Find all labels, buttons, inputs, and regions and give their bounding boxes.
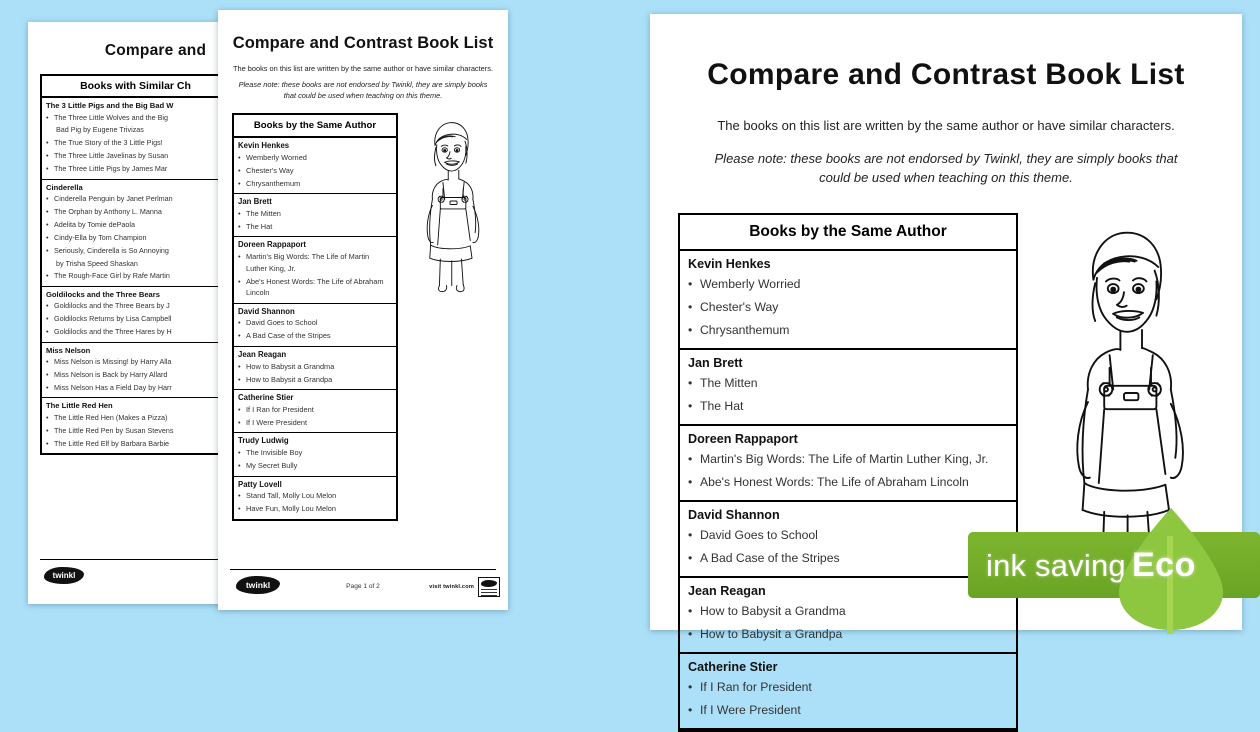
book-title-item: • Adelita by Tomie dePaola: [46, 219, 225, 230]
book-title-item: • Seriously, Cinderella is So Annoying: [46, 245, 225, 256]
book-title-item: • How to Babysit a Grandpa: [688, 624, 1008, 644]
book-title-item: Bad Pig by Eugene Trivizas: [56, 125, 144, 135]
book-title-item: • Abe's Honest Words: The Life of Abraham Lincoln: [238, 276, 392, 299]
page-title-right: Compare and Contrast Book List: [707, 58, 1185, 91]
book-title-list: [688, 525, 1008, 568]
book-title-list: [238, 447, 392, 472]
book-title-list: [238, 490, 392, 515]
eco-badge-bar-label: ink saving: [986, 548, 1126, 583]
badge-logo-shape: [481, 580, 497, 587]
badge-text-lines: [481, 589, 497, 590]
group-author-name: Patty Lovell: [238, 479, 282, 489]
book-title-item: • The Three Little Javelinas by Susan: [46, 150, 225, 161]
book-title-item: • Wemberly Worried: [688, 274, 1008, 294]
book-title-item: • The Orphan by Anthony L. Manna: [46, 206, 225, 217]
book-group: [680, 578, 1016, 654]
group-author-name: Catherine Stier: [238, 393, 294, 403]
note-line-right: Please note: these books are not endorsed by Twinkl, they are simply books that could be used when teaching on this theme.: [714, 151, 1178, 185]
table-header-left: Books with Similar Ch: [42, 76, 229, 98]
book-title-list: [688, 449, 1008, 492]
book-title-item: • Miss Nelson Has a Field Day by Harr: [46, 382, 225, 393]
book-title-list: [688, 677, 1008, 720]
book-group: [234, 194, 396, 237]
book-title-list: [238, 152, 392, 190]
similar-characters-table-wrapper: [40, 74, 231, 455]
group-author-name: Kevin Henkes: [688, 257, 771, 271]
book-title-item: • If I Were President: [238, 417, 392, 429]
middle-table-column: [232, 113, 398, 521]
left-group-list: [42, 98, 229, 453]
book-group: [234, 304, 396, 347]
book-group: [42, 98, 229, 180]
book-group: [680, 502, 1016, 578]
book-group: [42, 180, 229, 287]
book-title-item: • Have Fun, Molly Lou Melon: [238, 503, 392, 515]
book-title-item: • If I Ran for President: [238, 404, 392, 416]
book-title-item: • The True Story of the 3 Little Pigs!: [46, 137, 225, 148]
book-title-item: • The Rough-Face Girl by Rafe Martin: [46, 270, 225, 281]
book-title-item: • David Goes to School: [688, 525, 1008, 545]
book-title-item: • Abe's Honest Words: The Life of Abraham Lincoln: [688, 472, 1008, 492]
book-title-item: • Goldilocks and the Three Hares by H: [46, 326, 225, 337]
intro-line-middle: The books on this list are written by the same author or have similar characters.: [232, 64, 494, 73]
book-title-item: • If I Were President: [688, 700, 1008, 720]
twinkl-logo-icon-left: twinkl: [44, 567, 84, 584]
visit-url-middle: visit twinkl.com: [429, 584, 474, 590]
worksheet-page-left[interactable]: [28, 22, 243, 604]
book-group: [680, 350, 1016, 426]
group-author-name: The 3 Little Pigs and the Big Bad W: [46, 101, 174, 110]
note-line-middle: Please note: these books are not endorsed by Twinkl, they are simply books that could be used when teaching on this theme.: [238, 80, 488, 100]
book-title-item: • The Hat: [238, 221, 392, 233]
group-author-name: Catherine Stier: [688, 660, 778, 674]
book-group: [680, 654, 1016, 730]
group-author-name: Miss Nelson: [46, 345, 91, 355]
group-author-name: Doreen Rappaport: [238, 240, 307, 250]
book-title-item: • Cindy-Ella by Tom Champion: [46, 232, 225, 243]
book-group: [234, 477, 396, 519]
book-group: [234, 390, 396, 433]
book-title-item: • How to Babysit a Grandpa: [238, 374, 392, 386]
group-author-name: Doreen Rappaport: [688, 432, 798, 446]
group-author-name: Jan Brett: [688, 356, 743, 370]
group-author-name: Goldilocks and the Three Bears: [46, 289, 160, 299]
book-title-list: [46, 412, 225, 449]
group-author-name: David Shannon: [688, 508, 780, 522]
group-author-name: Cinderella: [46, 182, 83, 192]
table-header-middle: Books by the Same Author: [234, 115, 396, 138]
twinkl-badge-icon-middle: [478, 577, 500, 597]
twinkl-logo-icon-middle: twinkl: [236, 576, 280, 594]
book-title-item: • A Bad Case of the Stripes: [238, 330, 392, 342]
book-title-item: • Miss Nelson is Missing! by Harry Alla: [46, 356, 225, 367]
group-author-name: Jan Brett: [238, 197, 272, 207]
book-title-item: • Miss Nelson is Back by Harry Allard: [46, 369, 225, 380]
book-title-item: • If I Ran for President: [688, 677, 1008, 697]
footer-divider-middle: [230, 569, 496, 570]
book-title-item: • How to Babysit a Grandma: [688, 601, 1008, 621]
book-title-item: • Martin's Big Words: The Life of Martin Luther King, Jr.: [238, 251, 392, 274]
book-group: [680, 251, 1016, 350]
book-group: [42, 398, 229, 453]
eco-badge-leaf-label: Eco: [1132, 546, 1196, 584]
group-author-name: David Shannon: [238, 306, 295, 316]
right-group-list: [680, 251, 1016, 730]
ink-saving-eco-badge: [968, 532, 1260, 598]
book-title-list: [688, 601, 1008, 644]
book-title-list: [238, 317, 392, 342]
book-title-item: • David Goes to School: [238, 317, 392, 329]
book-title-item: • The Mitten: [688, 373, 1008, 393]
worksheet-page-middle[interactable]: [218, 10, 508, 610]
book-group: [42, 287, 229, 343]
group-author-name: Trudy Ludwig: [238, 436, 289, 446]
book-title-item: • The Little Red Hen (Makes a Pizza): [46, 412, 225, 423]
group-author-name: Jean Reagan: [688, 584, 766, 598]
group-author-name: The Little Red Hen: [46, 401, 113, 411]
book-title-item: • Goldilocks Returns by Lisa Campbell: [46, 313, 225, 324]
book-title-item: • My Secret Bully: [238, 460, 392, 472]
book-title-item: • The Mitten: [238, 208, 392, 220]
book-group: [680, 426, 1016, 502]
same-author-table-right: [678, 213, 1018, 732]
book-title-item: • Goldilocks and the Three Bears by J: [46, 300, 225, 311]
middle-body: [232, 113, 494, 521]
book-title-item: • Martin's Big Words: The Life of Martin Luther King, Jr.: [688, 449, 1008, 469]
book-title-list: [238, 208, 392, 233]
book-title-list: [238, 251, 392, 299]
book-title-item: • Stand Tall, Molly Lou Melon: [238, 490, 392, 502]
page-number-middle: Page 1 of 2: [346, 583, 380, 590]
book-title-item: • The Invisible Boy: [238, 447, 392, 459]
book-title-list: [238, 404, 392, 429]
book-group: [42, 343, 229, 399]
girl-overalls-line-art-icon-middle: [406, 113, 494, 298]
book-title-list: [688, 373, 1008, 416]
group-author-name: Jean Reagan: [238, 350, 287, 360]
page-title-middle: Compare and Contrast Book List: [232, 34, 494, 52]
book-title-item: • The Three Little Wolves and the Big: [46, 112, 225, 123]
right-illustration-column: [1034, 213, 1214, 732]
book-title-item: • Chester's Way: [238, 165, 392, 177]
similar-characters-table: [40, 74, 231, 455]
table-header-right: Books by the Same Author: [680, 215, 1016, 251]
book-title-item: • The Hat: [688, 396, 1008, 416]
book-title-item: • Chrysanthemum: [238, 178, 392, 190]
book-title-item: • How to Babysit a Grandma: [238, 361, 392, 373]
book-title-item: • The Little Red Pen by Susan Stevens: [46, 425, 225, 436]
same-author-table-middle: [232, 113, 398, 521]
book-title-item: • Chrysanthemum: [688, 320, 1008, 340]
right-body: [678, 213, 1214, 732]
book-title-list: [46, 112, 225, 175]
book-title-list: [688, 274, 1008, 340]
book-title-item: by Trisha Speed Shaskan: [56, 258, 138, 268]
book-title-list: [46, 356, 225, 393]
middle-group-list: [234, 138, 396, 519]
book-title-list: [46, 300, 225, 337]
book-title-list: [46, 193, 225, 282]
book-group: [234, 138, 396, 194]
footer-divider-left: [40, 559, 231, 560]
group-author-name: Kevin Henkes: [238, 141, 290, 150]
book-group: [234, 347, 396, 390]
book-title-item: • A Bad Case of the Stripes: [688, 548, 1008, 568]
page-title-left: Compare and: [104, 42, 207, 59]
right-table-column: [678, 213, 1018, 732]
book-title-item: • Wemberly Worried: [238, 152, 392, 164]
middle-illustration-column: [406, 113, 494, 521]
book-group: [234, 237, 396, 303]
intro-line-right: The books on this list are written by the same author or have similar characters.: [717, 118, 1175, 133]
book-title-list: [238, 361, 392, 386]
book-title-item: • The Little Red Elf by Barbara Barbie: [46, 438, 225, 449]
book-title-item: • Chester's Way: [688, 297, 1008, 317]
book-group: [234, 433, 396, 476]
book-title-item: • The Three Little Pigs by James Mar: [46, 163, 225, 174]
book-title-item: • Cinderella Penguin by Janet Perlman: [46, 193, 225, 204]
